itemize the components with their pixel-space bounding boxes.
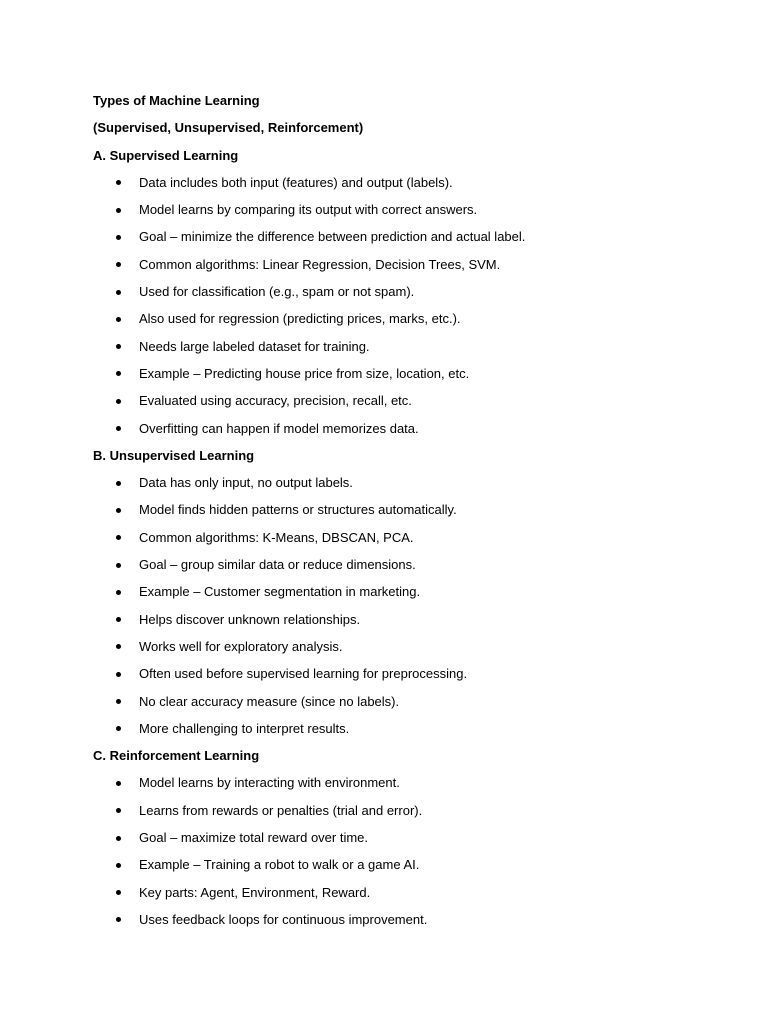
bullet-text: Example – Training a robot to walk or a game AI.: [139, 857, 420, 873]
bullet-text: Common algorithms: K-Means, DBSCAN, PCA.: [139, 529, 414, 545]
bullet-icon: [116, 699, 121, 704]
section-heading-unsupervised: B. Unsupervised Learning: [93, 447, 255, 463]
bullet-text: Model learns by interacting with environment.: [139, 775, 400, 791]
document-subtitle: (Supervised, Unsupervised, Reinforcement): [93, 120, 364, 136]
list-item: [93, 879, 733, 906]
bullet-text: Evaluated using accuracy, precision, recall, etc.: [139, 393, 412, 409]
bullet-text: Overfitting can happen if model memorizes data.: [139, 420, 419, 436]
bullet-icon: [116, 726, 121, 731]
section-heading-reinforcement: C. Reinforcement Learning: [93, 748, 260, 764]
list-item: [93, 333, 733, 360]
section-heading-supervised: A. Supervised Learning: [93, 147, 239, 163]
bullet-icon: [116, 535, 121, 540]
list-item: [93, 688, 733, 715]
bullet-text: Model finds hidden patterns or structures automatically.: [139, 502, 457, 518]
bullet-text: Uses feedback loops for continuous improvement.: [139, 911, 428, 927]
list-item: [93, 169, 733, 196]
list-item: [93, 251, 733, 278]
bullet-icon: [116, 208, 121, 213]
list-item: [93, 360, 733, 387]
bullet-icon: [116, 344, 121, 349]
bullet-text: Goal – group similar data or reduce dimensions.: [139, 557, 416, 573]
bullet-text: Common algorithms: Linear Regression, Decision Trees, SVM.: [139, 256, 501, 272]
bullet-icon: [116, 235, 121, 240]
bullet-text: Goal – minimize the difference between prediction and actual label.: [139, 229, 526, 245]
bullet-icon: [116, 371, 121, 376]
bullet-text: Learns from rewards or penalties (trial and error).: [139, 802, 423, 818]
list-item: [93, 415, 733, 442]
bullet-icon: [116, 481, 121, 486]
bullet-text: Also used for regression (predicting prices, marks, etc.).: [139, 311, 461, 327]
bullet-icon: [116, 590, 121, 595]
bullet-text: Data includes both input (features) and output (labels).: [139, 174, 453, 190]
bullet-icon: [116, 917, 121, 922]
bullet-icon: [116, 262, 121, 267]
list-item: [93, 633, 733, 660]
bullet-icon: [116, 808, 121, 813]
bullet-text: Works well for exploratory analysis.: [139, 638, 343, 654]
document-title: Types of Machine Learning: [93, 93, 260, 108]
bullet-text: Goal – maximize total reward over time.: [139, 830, 369, 846]
bullet-icon: [116, 863, 121, 868]
list-item: [93, 769, 733, 796]
unsupervised-bullet-list: [93, 469, 733, 742]
bullet-text: Example – Customer segmentation in marketing.: [139, 584, 421, 600]
list-item: [93, 715, 733, 742]
bullet-text: No clear accuracy measure (since no labels).: [139, 693, 400, 709]
list-item: [93, 469, 733, 496]
bullet-icon: [116, 644, 121, 649]
list-item: [93, 551, 733, 578]
bullet-text: Helps discover unknown relationships.: [139, 611, 361, 627]
bullet-icon: [116, 180, 121, 185]
list-item: [93, 797, 733, 824]
document-page: [93, 87, 733, 933]
list-item: [93, 305, 733, 332]
bullet-icon: [116, 290, 121, 295]
bullet-text: Data has only input, no output labels.: [139, 475, 353, 491]
bullet-text: Key parts: Agent, Environment, Reward.: [139, 884, 371, 900]
list-item: [93, 223, 733, 250]
bullet-text: Often used before supervised learning for preprocessing.: [139, 666, 468, 682]
bullet-icon: [116, 781, 121, 786]
bullet-icon: [116, 563, 121, 568]
list-item: [93, 278, 733, 305]
list-item: [93, 906, 733, 933]
bullet-text: Needs large labeled dataset for training.: [139, 338, 370, 354]
bullet-icon: [116, 317, 121, 322]
list-item: [93, 578, 733, 605]
bullet-icon: [116, 508, 121, 513]
bullet-text: Used for classification (e.g., spam or not spam).: [139, 284, 415, 300]
bullet-icon: [116, 672, 121, 677]
supervised-bullet-list: [93, 169, 733, 442]
bullet-icon: [116, 836, 121, 841]
bullet-icon: [116, 890, 121, 895]
list-item: [93, 387, 733, 414]
reinforcement-bullet-list: [93, 769, 733, 933]
list-item: [93, 851, 733, 878]
list-item: [93, 824, 733, 851]
bullet-text: More challenging to interpret results.: [139, 720, 350, 736]
list-item: [93, 496, 733, 523]
list-item: [93, 660, 733, 687]
bullet-icon: [116, 617, 121, 622]
bullet-text: Example – Predicting house price from size, location, etc.: [139, 365, 470, 381]
list-item: [93, 606, 733, 633]
list-item: [93, 524, 733, 551]
bullet-text: Model learns by comparing its output with correct answers.: [139, 202, 478, 218]
bullet-icon: [116, 399, 121, 404]
bullet-icon: [116, 426, 121, 431]
list-item: [93, 196, 733, 223]
